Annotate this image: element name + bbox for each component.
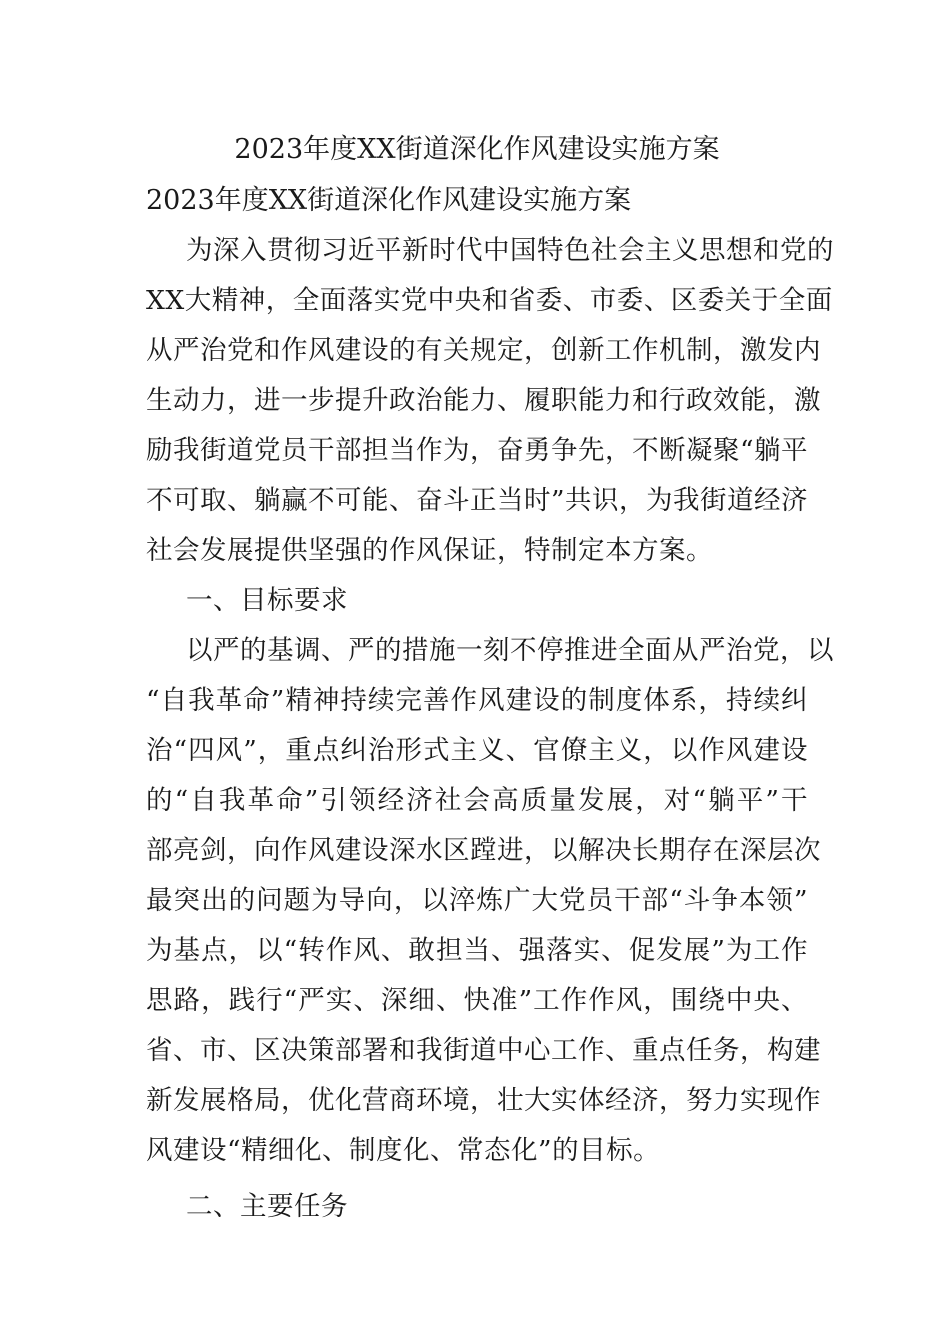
paragraph-line: 从严治党和作风建设的有关规定，创新工作机制，激发内 — [146, 335, 821, 366]
paragraph-line: 最突出的问题为导向，以淬炼广大党员干部“斗争本领” — [146, 885, 808, 916]
paragraph-line: 不可取、躺赢不可能、奋斗正当时”共识，为我街道经济 — [146, 485, 809, 516]
paragraph-line: 思路，践行“严实、深细、快准”工作作风，围绕中央、 — [146, 985, 808, 1016]
document-page — [146, 124, 834, 1232]
section-heading-goals: 一、目标要求 — [186, 585, 348, 616]
paragraph-line: 部亮剑，向作风建设深水区蹚进，以解决长期存在深层次 — [146, 835, 821, 866]
goals-paragraph — [146, 626, 834, 1176]
section-heading-tasks: 二、主要任务 — [186, 1191, 348, 1222]
paragraph-line: 治“四风”，重点纠治形式主义、官僚主义，以作风建设 — [146, 735, 808, 766]
paragraph-line: 为深入贯彻习近平新时代中国特色社会主义思想和党的 — [186, 235, 834, 266]
paragraph-line: 为基点，以“转作风、敢担当、强落实、促发展”为工作 — [146, 935, 808, 966]
paragraph-line: 的“自我革命”引领经济社会高质量发展，对“躺平”干 — [146, 785, 808, 816]
paragraph-line: 以严的基调、严的措施一刻不停推进全面从严治党，以 — [186, 635, 834, 666]
document-subtitle: 2023年度XX街道深化作风建设实施方案 — [146, 185, 632, 216]
paragraph-line: XX大精神，全面落实党中央和省委、市委、区委关于全面 — [146, 285, 833, 316]
paragraph-line: 省、市、区决策部署和我街道中心工作、重点任务，构建 — [146, 1035, 821, 1066]
document-title: 2023年度XX街道深化作风建设实施方案 — [234, 134, 720, 165]
paragraph-line: 社会发展提供坚强的作风保证，特制定本方案。 — [146, 535, 713, 566]
paragraph-line: 生动力，进一步提升政治能力、履职能力和行政效能，激 — [146, 385, 821, 416]
intro-paragraph — [146, 226, 834, 576]
paragraph-line: 励我街道党员干部担当作为，奋勇争先，不断凝聚“躺平 — [146, 435, 809, 466]
paragraph-line: “自我革命”精神持续完善作风建设的制度体系，持续纠 — [146, 685, 808, 716]
paragraph-line: 风建设“精细化、制度化、常态化”的目标。 — [146, 1135, 661, 1166]
paragraph-line: 新发展格局，优化营商环境，壮大实体经济，努力实现作 — [146, 1085, 821, 1116]
